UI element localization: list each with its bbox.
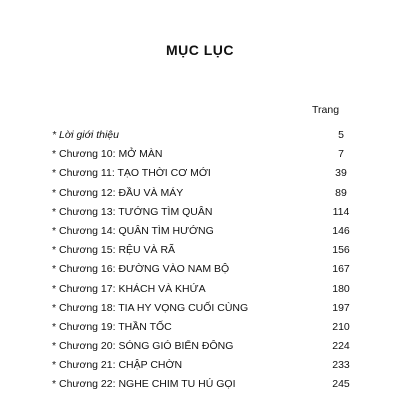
toc-entry-title: * Chương 16: ĐƯỜNG VÀO NAM BỘ bbox=[52, 263, 230, 276]
toc-entry-title: * Chương 18: TIA HY VỌNG CUỐI CÙNG bbox=[52, 301, 249, 314]
toc-entry-title: * Chương 22: NGHE CHIM TU HÚ GỌI bbox=[52, 378, 236, 391]
toc-entry bbox=[52, 299, 352, 318]
toc-entry bbox=[52, 280, 352, 299]
toc-entry-page: 114 bbox=[332, 205, 350, 218]
toc-entry-title: * Chương 17: KHÁCH VÀ KHỨA bbox=[52, 282, 206, 295]
toc-entry-title: * Chương 15: RỆU VÀ RÃ bbox=[52, 244, 176, 257]
toc-entry-page: 180 bbox=[332, 282, 350, 295]
toc-entry-page: 233 bbox=[332, 359, 350, 372]
toc-entry bbox=[52, 222, 352, 241]
toc-entry bbox=[52, 126, 352, 145]
toc-entry-title: * Lời giới thiệu bbox=[52, 129, 119, 141]
toc-entry-page: 197 bbox=[332, 301, 350, 314]
page-title: MỤC LỤC bbox=[165, 42, 235, 58]
toc-entry-title: * Chương 14: QUÂN TÌM HƯỚNG bbox=[52, 224, 214, 237]
toc-entry-page: 167 bbox=[332, 263, 350, 276]
toc-entry bbox=[52, 145, 352, 164]
toc-entry-page: 210 bbox=[332, 320, 350, 333]
toc-entry bbox=[52, 260, 352, 279]
toc-entry bbox=[52, 337, 352, 356]
toc-entry bbox=[52, 241, 352, 260]
toc-entry bbox=[52, 356, 352, 375]
toc-entry bbox=[52, 184, 352, 203]
toc-entry-title: * Chương 21: CHẬP CHỜN bbox=[52, 359, 183, 372]
page-column-label: Trang bbox=[312, 104, 340, 116]
toc-entry-page: 5 bbox=[338, 129, 344, 141]
toc-entry-page: 146 bbox=[332, 224, 350, 237]
toc-entry-title: * Chương 12: ĐẦU VÀ MÁY bbox=[52, 186, 184, 199]
toc-entry-title: * Chương 11: TẠO THỜI CƠ MỚI bbox=[52, 167, 211, 180]
toc-entry-page: 89 bbox=[335, 186, 347, 199]
toc-entry-page: 245 bbox=[332, 378, 350, 391]
toc-entry bbox=[52, 203, 352, 222]
toc-entry-page: 156 bbox=[332, 244, 350, 257]
toc-entry-title: * Chương 20: SÓNG GIÓ BIỂN ĐÔNG bbox=[52, 340, 234, 353]
toc-entry-title: * Chương 10: MỞ MÀN bbox=[52, 148, 163, 161]
toc-entry bbox=[52, 164, 352, 183]
toc-entry bbox=[52, 318, 352, 337]
toc-entry-title: * Chương 13: TƯỚNG TÌM QUÂN bbox=[52, 205, 213, 218]
toc-entry-page: 224 bbox=[332, 340, 350, 353]
table-of-contents bbox=[52, 126, 352, 395]
toc-entry-title: * Chương 19: THẦN TỐC bbox=[52, 320, 172, 333]
toc-entry bbox=[52, 375, 352, 394]
toc-entry-page: 39 bbox=[335, 167, 347, 180]
toc-entry-page: 7 bbox=[338, 148, 344, 161]
